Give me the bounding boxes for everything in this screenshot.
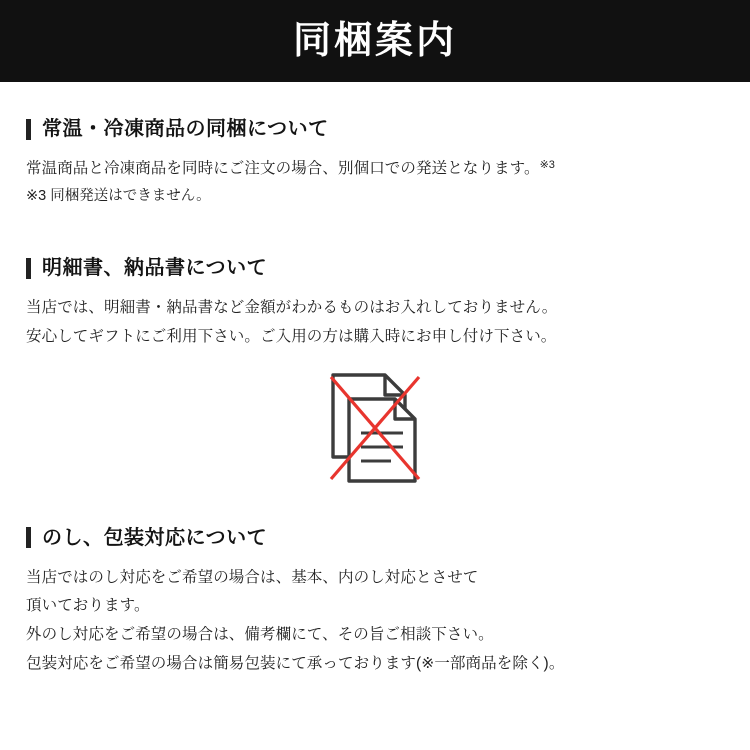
section-title: 常温・冷凍商品の同梱について [42, 118, 329, 140]
section-heading [26, 117, 724, 141]
page-content [0, 117, 750, 678]
section-noshi [26, 526, 724, 679]
footnote-mark: ※3 [539, 159, 555, 171]
section-title: 明細書、納品書について [42, 257, 268, 280]
body-line: 当店ではのし対応をご希望の場合は、基本、内のし対応とさせて [26, 568, 479, 586]
section-body [26, 564, 724, 679]
invoice-figure [26, 366, 724, 490]
body-line: 外のし対応をご希望の場合は、備考欄にて、その旨ご相談下さい。 [26, 626, 494, 643]
section-invoice [26, 256, 724, 489]
section-body-line-1: 当店では、明細書・納品書など金額がわかるものはお入れしておりません。 [26, 299, 558, 317]
section-note: ※3 同梱発送はできません。 [26, 187, 211, 204]
section-body-line-2: 安心してギフトにご利用下さい。ご入用の方は購入時にお申し付け下さい。 [26, 327, 557, 345]
heading-bar-icon [26, 258, 31, 279]
section-mixed-shipping [26, 117, 724, 208]
section-title: のし、包装対応について [42, 526, 268, 549]
page-header [0, 0, 750, 82]
document-no-icon [323, 369, 427, 487]
body-line: 頂いております。 [26, 597, 150, 615]
section-heading [26, 256, 724, 280]
body-text: 常温商品と冷凍商品を同時にご注文の場合、別個口での発送となります。 [26, 160, 540, 177]
heading-bar-icon [26, 119, 31, 140]
page-title: 同梱案内 [292, 20, 457, 62]
body-line: 包装対応をご希望の場合は簡易包装にて承っております(※一部商品を除く)。 [26, 654, 565, 672]
heading-bar-icon [26, 527, 31, 548]
section-body [26, 155, 724, 184]
section-heading [26, 526, 724, 550]
